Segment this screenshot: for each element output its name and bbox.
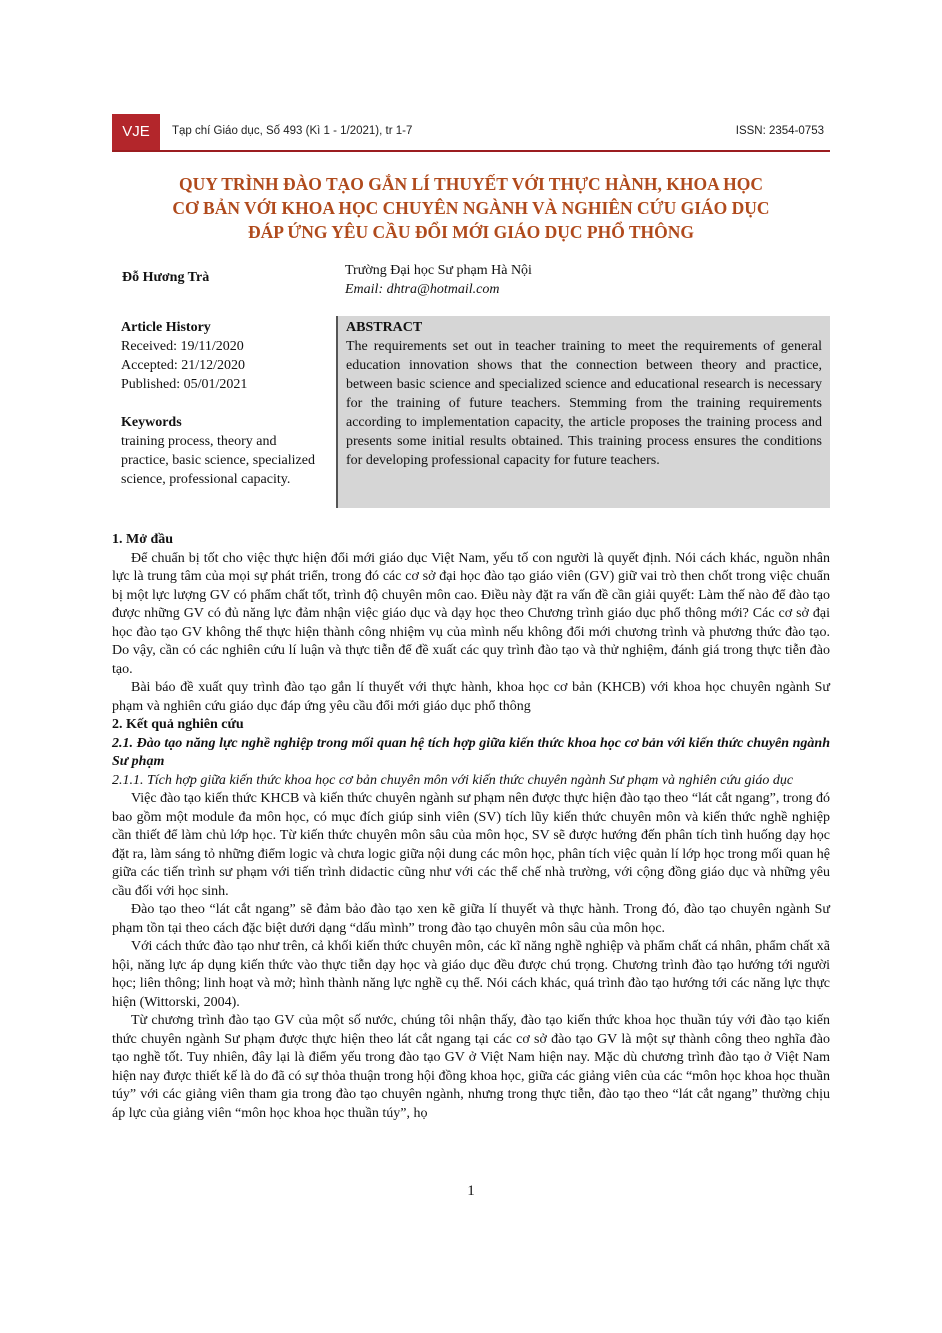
author-name: Đỗ Hương Trà [122, 270, 210, 285]
received-date: Received: 19/11/2020 [121, 339, 244, 354]
paragraph: Với cách thức đào tạo như trên, cả khối kiến thức chuyên môn, các kĩ năng nghề nghiệp và phẩm chất cá nhân, phẩm chất xã hội, năng lực áp dụng kiến thức vào thực tiễn dạy học và giáo dục đều được chú trọng. Chương trình đào tạo hướng tới người học; liên thông; linh hoạt và mở; hình thành năng lực nghề cụ thể. Nói cách khác, quá trình đào tạo hướng tới các năng lực thực hiện (Wittorski, 2004). [112, 939, 830, 1010]
keywords-heading: Keywords [121, 415, 182, 430]
journal-citation: Tạp chí Giáo dục, Số 493 (Kì 1 - 1/2021), tr 1-7 [172, 125, 413, 137]
accepted-date: Accepted: 21/12/2020 [121, 358, 246, 373]
published-date: Published: 05/01/2021 [121, 377, 248, 392]
section-heading: 2. Kết quả nghiên cứu [112, 717, 244, 732]
page-number: 1 [467, 1183, 475, 1199]
history-heading: Article History [121, 320, 211, 335]
subsection-heading: 2.1. Đào tạo năng lực nghề nghiệp trong mối quan hệ tích hợp giữa kiến thức khoa học cơ bản với kiến thức chuyên ngành Sư phạm [112, 735, 830, 769]
article-title [112, 172, 830, 244]
author-affiliation-block [345, 261, 532, 299]
subsubsection-heading: 2.1.1. Tích hợp giữa kiến thức khoa học cơ bản chuyên môn với kiến thức chuyên ngành Sư phạm và nghiên cứu giáo dục [112, 772, 794, 788]
title-line: ĐÁP ỨNG YÊU CẦU ĐỔI MỚI GIÁO DỤC PHỔ THÔNG [247, 222, 695, 242]
affiliation: Trường Đại học Sư phạm Hà Nội [345, 263, 532, 278]
article-body [112, 531, 830, 1123]
title-line: CƠ BẢN VỚI KHOA HỌC CHUYÊN NGÀNH VÀ NGHIÊN CỨU GIÁO DỤC [172, 198, 770, 218]
abstract-text: The requirements set out in teacher training to meet the requirements of general education innovation shows that the connection between theory and practice, between basic science and specialized science and educational research is necessary for the training of future teachers. Stemming from the training requirements according to implementation capacity, the article proposes the training process and presents some initial results obtained. This training process ensures the conditions for developing professional capacity for future teachers. [346, 339, 822, 468]
journal-badge: VJE [112, 114, 160, 150]
paragraph: Bài báo đề xuất quy trình đào tạo gắn lí thuyết với thực hành, khoa học cơ bản (KHCB) với khoa học chuyên ngành Sư phạm và nghiên cứu giáo dục đáp ứng yêu cầu đổi mới giáo dục phổ thông [112, 680, 830, 714]
paragraph: Để chuẩn bị tốt cho việc thực hiện đổi mới giáo dục Việt Nam, yếu tố con người là quyết định. Nói cách khác, nguồn nhân lực là trung tâm của mọi sự phát triển, trong đó các cơ sở đại học đào tạo giáo viên (GV) giữ vai trò then chốt trong việc chuẩn bị một lực lượng GV có phẩm chất tốt, trình độ chuyên môn cao. Điều này đặt ra vấn đề cần giải quyết: Làm thế nào để đào tạo được những GV có đủ năng lực đảm nhận việc giáo dục và dạy học theo Chương trình giáo dục phổ thông mới? Các cơ sở đại học đào tạo GV không thể thực hiện thành công nhiệm vụ của mình nếu không đổi mới chương trình và phương thức đào tạo. Do vậy, cần có các nghiên cứu lí luận và thực tiễn để đề xuất các quy trình đào tạo và thử nghiệm, đánh giá trong thực tiễn đào tạo. [112, 550, 830, 677]
paragraph: Từ chương trình đào tạo GV của một số nước, chúng tôi nhận thấy, đào tạo kiến thức khoa học thuần túy với đào tạo kiến thức chuyên ngành Sư phạm được thực hiện theo lát cắt ngang tại các cơ sở đào tạo GV là một sự thành công theo nghĩa đào tạo nghề tốt. Tuy nhiên, đây lại là điểm yếu trong đào tạo GV ở Việt Nam hiện nay. Mặc dù chương trình đào tạo ở Việt Nam hiện nay được thiết kế là do đã có sự thỏa thuận trong hội đồng khoa học, giữa các giảng viên của các “môn học khoa học thuần túy” với các giảng viên tham gia trong đào tạo chuyên ngành, nhưng trong thực tiễn, đào tạo theo “lát cắt ngang” thường chịu áp lực của giảng viên “môn học khoa học thuần túy”, họ [112, 1013, 830, 1121]
keywords-text: training process, theory and practice, basic science, specialized science, professional capacity. [121, 434, 315, 487]
title-line: QUY TRÌNH ĐÀO TẠO GẮN LÍ THUYẾT VỚI THỰC HÀNH, KHOA HỌC [178, 174, 764, 194]
issn: ISSN: 2354-0753 [735, 125, 824, 137]
abstract-box [336, 316, 830, 508]
paragraph: Việc đào tạo kiến thức KHCB và kiến thức chuyên ngành sư phạm nên được thực hiện đào tạo theo “lát cắt ngang”, trong đó bao gồm một module đa môn học, có mục đích giúp sinh viên (SV) tích lũy kiến thức chuyên môn và kiến thức nghề nghiệp cần thiết để làm chủ lớp học. Từ kiến thức chuyên môn sâu của môn học, SV sẽ được hướng đến phân tích tình huống dạy học đặt ra, làm sáng tỏ những điểm logic và chưa logic giữa nội dung các môn học, phân tích việc quản lí lớp học trong mối quan hệ giữa các tiến trình sư phạm với tiến trình didactic cũng như với các thể chế nhà trường, với cộng đồng giáo dục và những yêu cầu đối với học sinh. [112, 791, 830, 899]
article-info [121, 318, 321, 489]
section-heading: 1. Mở đầu [112, 532, 174, 547]
abstract-heading: ABSTRACT [346, 320, 423, 335]
author-email[interactable]: Email: dhtra@hotmail.com [345, 282, 500, 297]
journal-header [112, 114, 830, 152]
paragraph: Đào tạo theo “lát cắt ngang” sẽ đảm bảo đào tạo xen kẽ giữa lí thuyết và thực hành. Trong đó, đào tạo chuyên ngành Sư phạm tồn tại theo cách đặc biệt dưới dạng “dấu mình” trong đào tạo chuyên môn sâu của môn học. [112, 902, 830, 936]
